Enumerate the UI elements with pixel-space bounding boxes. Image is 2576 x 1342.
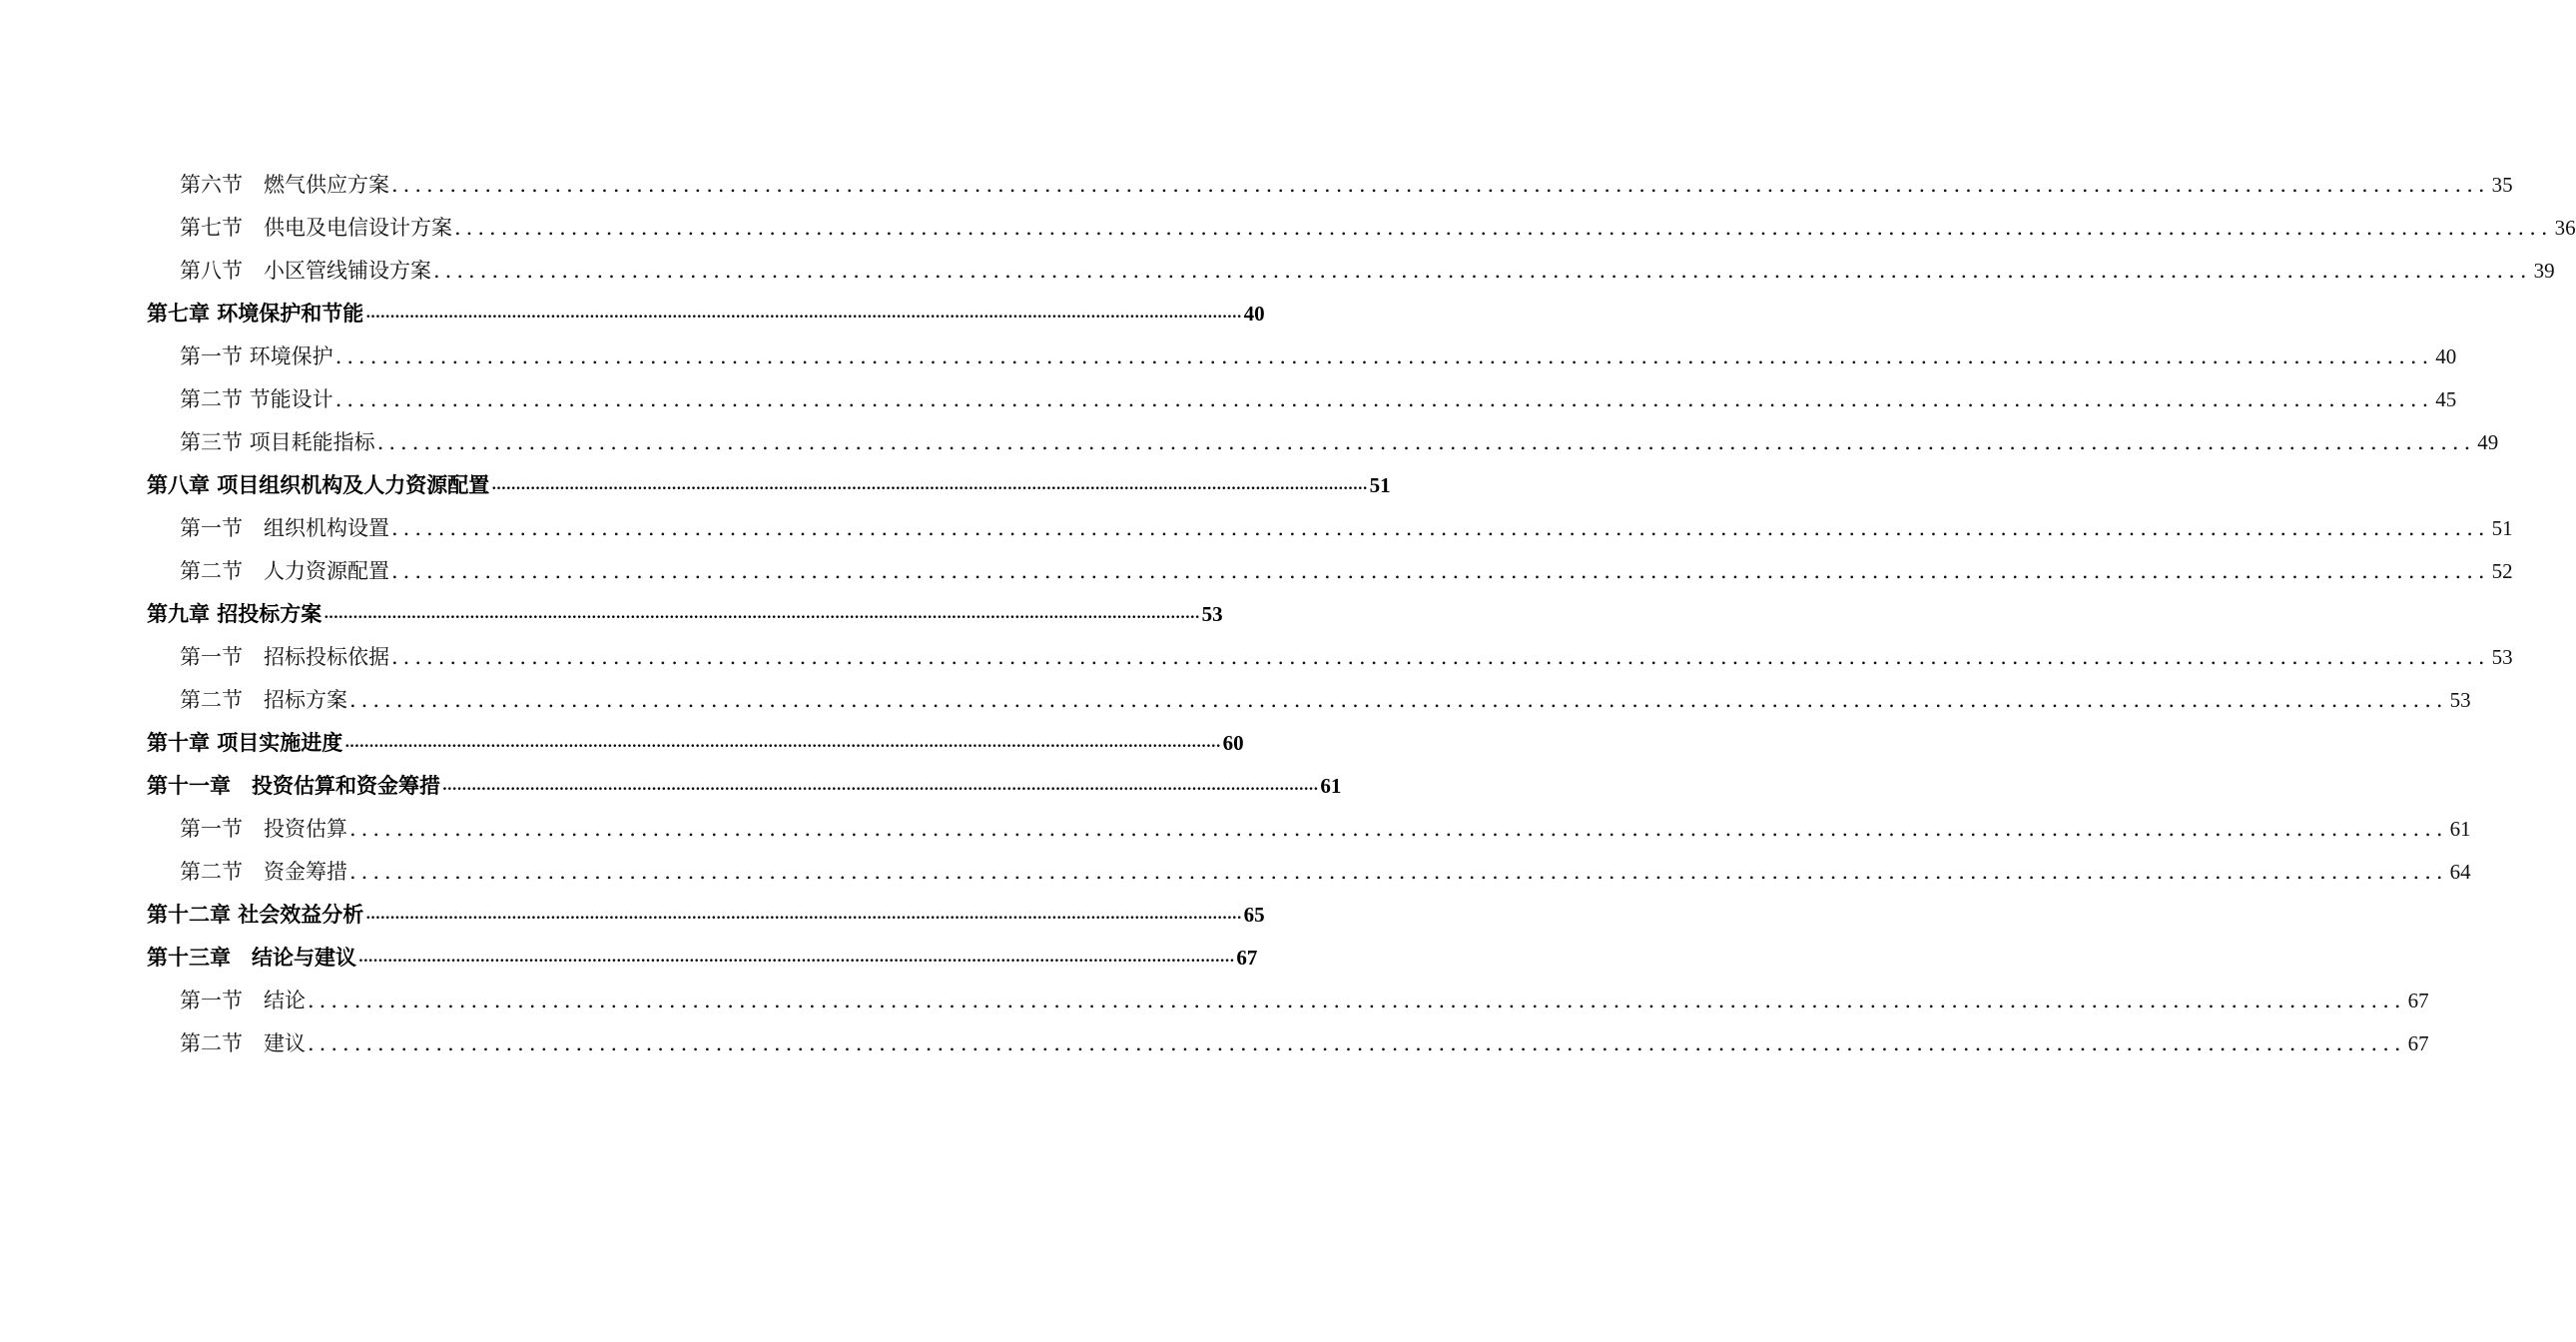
toc-entry-section[interactable]: [180, 170, 2513, 200]
toc-page-number: 39: [2533, 259, 2555, 283]
toc-entry-title: 第二节 节能设计: [180, 387, 333, 411]
toc-entry-section[interactable]: [180, 256, 2555, 286]
toc-entry-section[interactable]: [180, 857, 2471, 887]
toc-page-number: 49: [2477, 430, 2499, 454]
toc-dot-leader: ....................................................................................................................................................................................: [349, 817, 2448, 841]
toc-entry-chapter[interactable]: [147, 900, 1265, 930]
toc-dot-leader: ....................................................................................................................................................................................: [433, 259, 2532, 283]
toc-entry-title: 第十一章 投资估算和资金筹措: [147, 773, 440, 798]
toc-entry-section[interactable]: [180, 213, 2576, 243]
toc-page-number: 35: [2491, 173, 2513, 197]
toc-entry-section[interactable]: [180, 341, 2457, 371]
toc-entry-chapter[interactable]: [147, 728, 1244, 758]
toc-dot-leader: ....................................................................................................................................................................................: [376, 430, 2476, 454]
toc-entry-chapter[interactable]: [147, 943, 1258, 973]
toc-dot-leader: ....................................................................................................................................................................................: [491, 477, 1368, 493]
toc-entry-section[interactable]: [180, 513, 2513, 543]
toc-page-number: 53: [1201, 602, 1223, 626]
toc-page-number: 67: [2407, 989, 2429, 1012]
toc-entry-title: 第六节 燃气供应方案: [180, 173, 389, 197]
toc-entry-title: 第一节 招标投标依据: [180, 645, 389, 669]
toc-entry-title: 第七章 环境保护和节能: [147, 301, 364, 326]
toc-dot-leader: ....................................................................................................................................................................................: [454, 216, 2553, 240]
toc-dot-leader: ....................................................................................................................................................................................: [391, 559, 2490, 583]
toc-page-number: 45: [2435, 387, 2457, 411]
toc-entry-title: 第二节 人力资源配置: [180, 559, 389, 583]
toc-page-number: 52: [2491, 559, 2513, 583]
toc-entry-title: 第八章 项目组织机构及人力资源配置: [147, 472, 490, 497]
toc-dot-leader: ....................................................................................................................................................................................: [349, 688, 2448, 712]
toc-dot-leader: ....................................................................................................................................................................................: [349, 860, 2448, 884]
toc-page-number: 65: [1243, 903, 1265, 927]
toc-dot-leader: ....................................................................................................................................................................................: [344, 735, 1221, 751]
toc-entry-title: 第二节 资金筹措: [180, 860, 347, 884]
toc-entry-title: 第十章 项目实施进度: [147, 730, 343, 755]
toc-entry-section[interactable]: [180, 814, 2471, 844]
toc-page-number: 51: [2491, 516, 2513, 540]
toc-entry-section[interactable]: [180, 556, 2513, 586]
toc-entry-title: 第二节 建议: [180, 1031, 306, 1055]
toc-page-number: 67: [2407, 1031, 2429, 1055]
toc-entry-chapter[interactable]: [147, 599, 1223, 629]
toc-dot-leader: ....................................................................................................................................................................................: [365, 907, 1242, 923]
toc-entry-title: 第七节 供电及电信设计方案: [180, 216, 452, 240]
toc-page-number: 53: [2491, 645, 2513, 669]
toc-page-number: 67: [1236, 946, 1258, 970]
toc-entry-section[interactable]: [180, 427, 2499, 457]
toc-dot-leader: ....................................................................................................................................................................................: [391, 516, 2490, 540]
toc-entry-section[interactable]: [180, 685, 2471, 715]
toc-dot-leader: ....................................................................................................................................................................................: [334, 387, 2434, 411]
toc-entry-title: 第三节 项目耗能指标: [180, 430, 375, 454]
toc-page-number: 61: [1320, 774, 1342, 798]
toc-page-number: 51: [1369, 473, 1391, 497]
toc-page-number: 53: [2449, 688, 2471, 712]
toc-entry-title: 第一节 组织机构设置: [180, 516, 389, 540]
toc-entry-title: 第九章 招投标方案: [147, 601, 322, 626]
toc-dot-leader: ....................................................................................................................................................................................: [323, 606, 1200, 622]
toc-dot-leader: ....................................................................................................................................................................................: [308, 1031, 2406, 1055]
toc-page-number: 60: [1222, 731, 1244, 755]
toc-entry-section[interactable]: [180, 986, 2429, 1015]
toc-entry-chapter[interactable]: [147, 299, 1265, 329]
toc-dot-leader: ....................................................................................................................................................................................: [365, 306, 1242, 322]
toc-entry-title: 第二节 招标方案: [180, 688, 347, 712]
toc-entry-title: 第十三章 结论与建议: [147, 945, 356, 970]
toc-page-number: 64: [2449, 860, 2471, 884]
toc-page-number: 40: [2435, 344, 2457, 368]
toc-entry-chapter[interactable]: [147, 470, 1391, 500]
toc-dot-leader: ....................................................................................................................................................................................: [358, 950, 1235, 966]
toc-entry-title: 第一节 环境保护: [180, 344, 333, 368]
toc-page-number: 61: [2449, 817, 2471, 841]
toc-dot-leader: ....................................................................................................................................................................................: [391, 645, 2490, 669]
toc-entry-title: 第一节 投资估算: [180, 817, 347, 841]
toc-dot-leader: ....................................................................................................................................................................................: [334, 344, 2434, 368]
toc-entry-section[interactable]: [180, 1028, 2429, 1058]
toc-entry-chapter[interactable]: [147, 771, 1342, 801]
toc-dot-leader: ....................................................................................................................................................................................: [442, 778, 1319, 794]
toc-entry-title: 第八节 小区管线铺设方案: [180, 259, 431, 283]
toc-dot-leader: ....................................................................................................................................................................................: [308, 989, 2406, 1012]
toc-entry-title: 第一节 结论: [180, 989, 306, 1012]
toc-page-number: 36: [2554, 216, 2576, 240]
toc-entry-title: 第十二章 社会效益分析: [147, 902, 364, 927]
toc-page-number: 40: [1243, 302, 1265, 326]
toc-entry-section[interactable]: [180, 384, 2457, 414]
toc-dot-leader: ....................................................................................................................................................................................: [391, 173, 2490, 197]
toc-entry-section[interactable]: [180, 642, 2513, 672]
